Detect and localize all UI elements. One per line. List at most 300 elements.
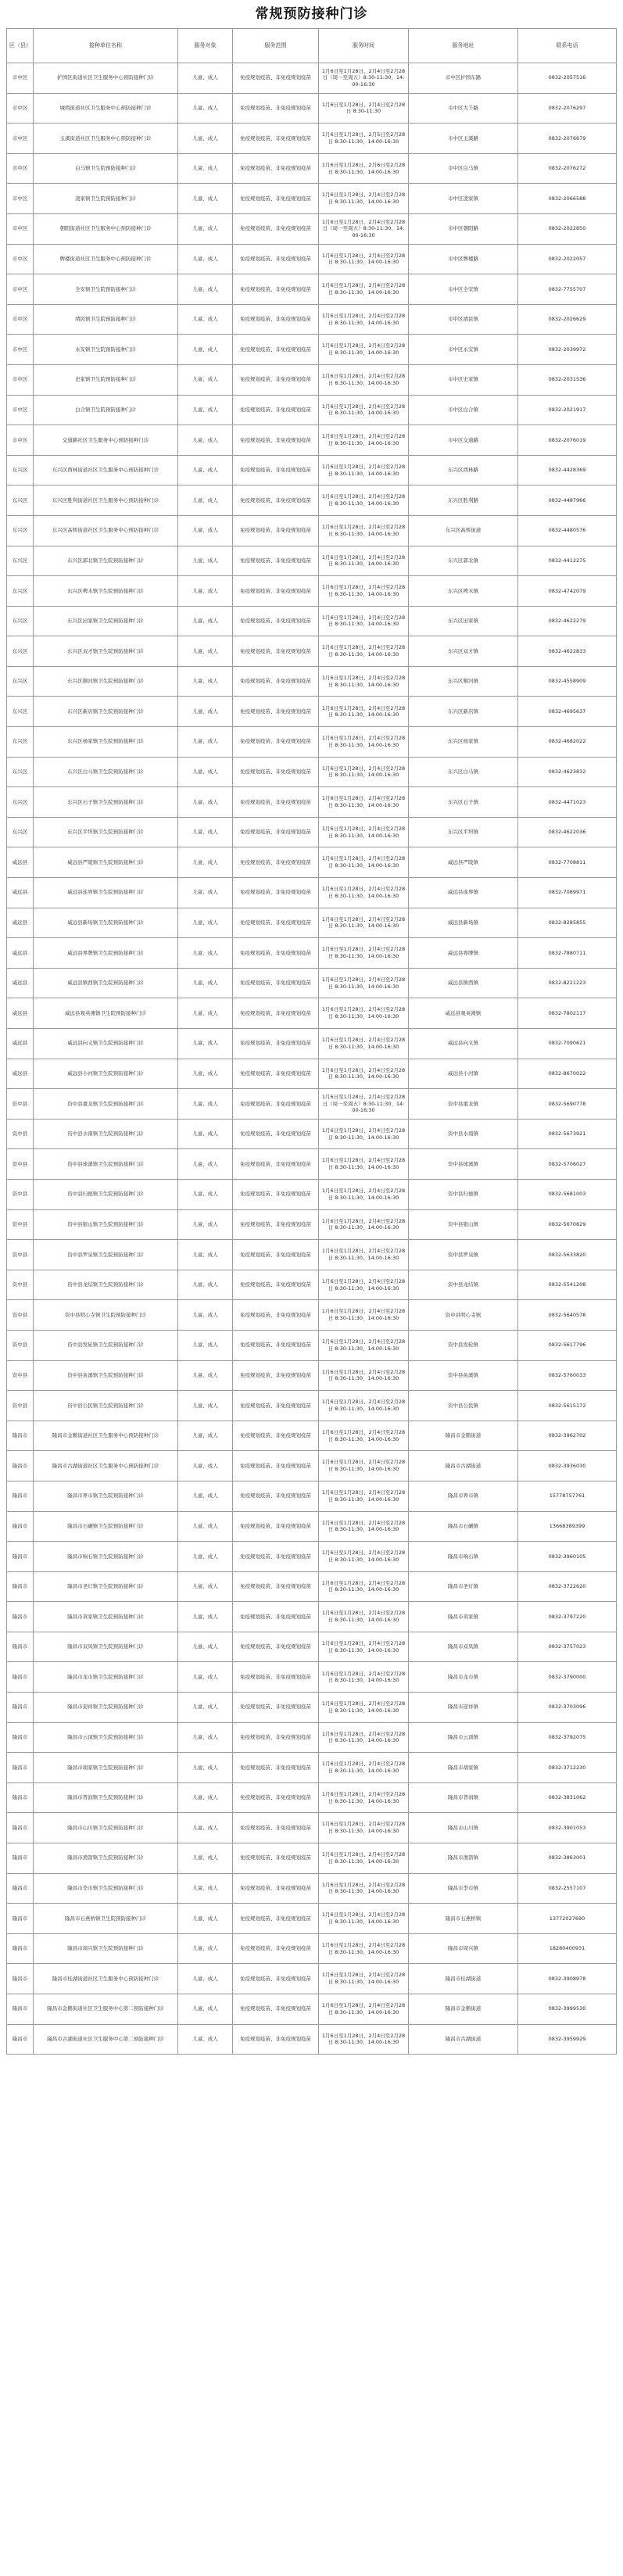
table-row (7, 1421, 617, 1451)
table-row (7, 1209, 617, 1240)
cell-object: 儿童、成人 (178, 938, 233, 969)
cell-time: 1月6日至1月28日、2月4日至2月28日 8:30-11:30，14:00-16:30 (319, 757, 409, 787)
cell-time: 1月6日至1月28日、2月4日至2月28日 8:30-11:30，14:00-16:30 (319, 485, 409, 516)
cell-items: 免疫规划疫苗、非免疫规划疫苗 (233, 364, 319, 395)
cell-unit: 史家镇卫生院预防接种门诊 (34, 364, 178, 395)
cell-district: 隆昌市 (7, 1451, 34, 1481)
cell-district: 东兴区 (7, 787, 34, 818)
cell-district: 威远县 (7, 908, 34, 938)
cell-time: 1月6日至1月28日、2月4日至2月28日 8:30-11:30，14:00-16:30 (319, 878, 409, 908)
cell-address: 资中县鱼溪镇 (409, 1360, 518, 1391)
cell-phone: 0832-7802117 (518, 998, 617, 1029)
cell-items: 免疫规划疫苗、非免疫规划疫苗 (233, 908, 319, 938)
cell-object: 儿童、成人 (178, 515, 233, 546)
cell-unit: 威远县镇西镇卫生院预防接种门诊 (34, 968, 178, 998)
cell-district: 东兴区 (7, 817, 34, 847)
cell-unit: 资中县球溪镇卫生院预防接种门诊 (34, 1149, 178, 1180)
table-row (7, 817, 617, 847)
cell-phone: 0832-2076019 (518, 425, 617, 456)
cell-object: 儿童、成人 (178, 153, 233, 184)
cell-time: 1月6日至1月28日、2月4日至2月28日 8:30-11:30，14:00-16:30 (319, 1270, 409, 1300)
cell-address: 威远县界牌镇 (409, 938, 518, 969)
cell-object: 儿童、成人 (178, 485, 233, 516)
header-unit: 接种单位名称 (34, 29, 178, 63)
cell-items: 免疫规划疫苗、非免疫规划疫苗 (233, 184, 319, 214)
cell-address: 东兴区白马镇 (409, 757, 518, 787)
table-row (7, 1119, 617, 1149)
cell-time: 1月6日至1月28日、2月4日至2月28日 8:30-11:30，14:00-16:30 (319, 1782, 409, 1813)
cell-phone: 0832-4622833 (518, 636, 617, 667)
table-row (7, 274, 617, 305)
cell-address: 市中区玉溪路 (409, 124, 518, 154)
cell-address: 资中县银山镇 (409, 1209, 518, 1240)
cell-items: 免疫规划疫苗、非免疫规划疫苗 (233, 1240, 319, 1270)
cell-items: 免疫规划疫苗、非免疫规划疫苗 (233, 1693, 319, 1723)
cell-object: 儿童、成人 (178, 1089, 233, 1120)
clinic-table (6, 28, 617, 2055)
cell-items: 免疫规划疫苗、非免疫规划疫苗 (233, 1753, 319, 1783)
cell-district: 隆昌市 (7, 1994, 34, 2025)
cell-time: 1月6日至1月28日、2月4日至2月28日 8:30-11:30，14:00-16:30 (319, 1964, 409, 1994)
cell-phone: 0832-3901053 (518, 1813, 617, 1843)
cell-address: 隆昌市界市镇 (409, 1481, 518, 1511)
cell-address: 威远县向义镇 (409, 1029, 518, 1059)
cell-unit: 城西街道社区卫生服务中心预防接种门诊 (34, 93, 178, 124)
cell-phone: 0832-3703096 (518, 1693, 617, 1723)
cell-district: 隆昌市 (7, 1693, 34, 1723)
cell-unit: 隆昌市胡家镇卫生院预防接种门诊 (34, 1753, 178, 1783)
cell-object: 儿童、成人 (178, 1511, 233, 1542)
cell-unit: 资中县龙结镇卫生院预防接种门诊 (34, 1270, 178, 1300)
cell-address: 资中县发轮镇 (409, 1330, 518, 1360)
cell-unit: 白马镇卫生院预防接种门诊 (34, 153, 178, 184)
cell-unit: 东兴区双才镇卫生院预防接种门诊 (34, 636, 178, 667)
cell-object: 儿童、成人 (178, 968, 233, 998)
table-row (7, 63, 617, 94)
cell-object: 儿童、成人 (178, 1300, 233, 1331)
cell-unit: 隆昌市云顶镇卫生院预防接种门诊 (34, 1722, 178, 1753)
cell-phone: 0832-2076297 (518, 93, 617, 124)
cell-phone: 0832-2076679 (518, 124, 617, 154)
cell-time: 1月6日至1月28日、2月4日至2月28日 8:30-11:30，14:00-16:30 (319, 244, 409, 274)
cell-object: 儿童、成人 (178, 335, 233, 365)
cell-phone: 0832-3962702 (518, 1421, 617, 1451)
table-row (7, 1511, 617, 1542)
cell-unit: 隆昌市界市镇卫生院预防接种门诊 (34, 1481, 178, 1511)
cell-time: 1月6日至1月28日、2月4日至2月28日 8:30-11:30，14:00-16:30 (319, 546, 409, 576)
cell-object: 儿童、成人 (178, 1270, 233, 1300)
cell-object: 儿童、成人 (178, 1632, 233, 1662)
cell-address: 隆昌市圣灯镇 (409, 1571, 518, 1602)
cell-unit: 东兴区白马镇卫生院预防接种门诊 (34, 757, 178, 787)
cell-address: 东兴区胜利路 (409, 485, 518, 516)
cell-time: 1月6日至1月28日、2月4日至2月28日 8:30-11:30，14:00-16:30 (319, 1602, 409, 1632)
cell-time: 1月6日至1月28日、2月4日至2月28日 8:30-11:30，14:00-16:30 (319, 1059, 409, 1089)
cell-address: 市中区永安镇 (409, 335, 518, 365)
cell-district: 东兴区 (7, 727, 34, 758)
cell-object: 儿童、成人 (178, 274, 233, 305)
cell-object: 儿童、成人 (178, 1542, 233, 1572)
cell-phone: 0832-3863001 (518, 1843, 617, 1874)
cell-address: 市中区史家镇 (409, 364, 518, 395)
cell-phone: 0832-3999530 (518, 1994, 617, 2025)
cell-phone: 0832-7880711 (518, 938, 617, 969)
cell-address: 市中区大千路 (409, 93, 518, 124)
cell-address: 东兴区顺河镇 (409, 666, 518, 697)
cell-time: 1月6日至1月28日、2月4日至2月28日 8:30-11:30，14:00-16:30 (319, 304, 409, 335)
cell-items: 免疫规划疫苗、非免疫规划疫苗 (233, 425, 319, 456)
cell-phone: 0832-4558909 (518, 666, 617, 697)
cell-items: 免疫规划疫苗、非免疫规划疫苗 (233, 1933, 319, 1964)
cell-time: 1月6日至1月28日、2月4日至2月28日（周一至周五）8:30-11:30，14:00-16:30 (319, 213, 409, 244)
cell-phone: 0832-2022057 (518, 244, 617, 274)
table-row (7, 1933, 617, 1964)
cell-items: 免疫规划疫苗、非免疫规划疫苗 (233, 757, 319, 787)
cell-object: 儿童、成人 (178, 1722, 233, 1753)
cell-unit: 凌家镇卫生院预防接种门诊 (34, 184, 178, 214)
cell-district: 威远县 (7, 968, 34, 998)
cell-time: 1月6日至1月28日、2月4日至2月28日 8:30-11:30，14:00-16:30 (319, 576, 409, 607)
cell-time: 1月6日至1月28日、2月4日至2月28日 8:30-11:30，14:00-16:30 (319, 455, 409, 485)
cell-unit: 白合镇卫生院预防接种门诊 (34, 395, 178, 425)
cell-phone: 0832-2039972 (518, 335, 617, 365)
cell-unit: 东兴区胜利街道社区卫生服务中心预防接种门诊 (34, 485, 178, 516)
cell-items: 免疫规划疫苗、非免疫规划疫苗 (233, 1119, 319, 1149)
table-row (7, 425, 617, 456)
cell-object: 儿童、成人 (178, 1602, 233, 1632)
cell-address: 东兴区田家镇 (409, 606, 518, 636)
cell-address: 市中区凌家镇 (409, 184, 518, 214)
table-row (7, 1632, 617, 1662)
cell-district: 资中县 (7, 1119, 34, 1149)
cell-address: 东兴区双才镇 (409, 636, 518, 667)
table-row (7, 93, 617, 124)
cell-object: 儿童、成人 (178, 304, 233, 335)
table-row (7, 335, 617, 365)
table-row (7, 1813, 617, 1843)
cell-items: 免疫规划疫苗、非免疫规划疫苗 (233, 153, 319, 184)
cell-time: 1月6日至1月28日、2月4日至2月28日 8:30-11:30，14:00-16:30 (319, 1662, 409, 1693)
cell-district: 东兴区 (7, 697, 34, 727)
cell-time: 1月6日至1月28日、2月4日至2月28日 8:30-11:30，14:00-16:30 (319, 1542, 409, 1572)
table-row (7, 1602, 617, 1632)
cell-items: 免疫规划疫苗、非免疫规划疫苗 (233, 274, 319, 305)
cell-address: 资中县罗泉镇 (409, 1240, 518, 1270)
cell-unit: 护国区街道社区卫生服务中心预防接种门诊 (34, 63, 178, 94)
cell-phone: 18280400931 (518, 1933, 617, 1964)
table-row (7, 1964, 617, 1994)
header-object: 服务对象 (178, 29, 233, 63)
cell-address: 隆昌市山川镇 (409, 1813, 518, 1843)
cell-phone: 0832-4695637 (518, 697, 617, 727)
cell-phone: 0832-8221223 (518, 968, 617, 998)
cell-district: 隆昌市 (7, 1632, 34, 1662)
cell-address: 东兴区郭北镇 (409, 546, 518, 576)
cell-phone: 0832-5690778 (518, 1089, 617, 1120)
table-row (7, 787, 617, 818)
cell-address: 市中区牌楼路 (409, 244, 518, 274)
cell-object: 儿童、成人 (178, 847, 233, 878)
cell-items: 免疫规划疫苗、非免疫规划疫苗 (233, 1029, 319, 1059)
cell-district: 隆昌市 (7, 1964, 34, 1994)
cell-unit: 东兴区新店镇卫生院预防接种门诊 (34, 697, 178, 727)
table-row (7, 727, 617, 758)
cell-unit: 隆昌市周兴镇卫生院预防接种门诊 (34, 1933, 178, 1964)
cell-object: 儿童、成人 (178, 1119, 233, 1149)
cell-object: 儿童、成人 (178, 1843, 233, 1874)
table-row (7, 666, 617, 697)
cell-items: 免疫规划疫苗、非免疫规划疫苗 (233, 1300, 319, 1331)
cell-time: 1月6日至1月28日、2月4日至2月28日 8:30-11:30，14:00-16:30 (319, 2024, 409, 2055)
cell-phone: 0832-5706027 (518, 1149, 617, 1180)
cell-items: 免疫规划疫苗、非免疫规划疫苗 (233, 546, 319, 576)
cell-items: 免疫规划疫苗、非免疫规划疫苗 (233, 1330, 319, 1360)
cell-district: 隆昌市 (7, 1542, 34, 1572)
cell-time: 1月6日至1月28日、2月4日至2月28日 8:30-11:30，14:00-16:30 (319, 1632, 409, 1662)
cell-time: 1月6日至1月28日、2月4日至2月28日 8:30-11:30，14:00-16:30 (319, 1571, 409, 1602)
cell-unit: 威远县观英滩镇卫生院预防接种门诊 (34, 998, 178, 1029)
cell-phone: 0832-2066588 (518, 184, 617, 214)
cell-phone: 0832-2031536 (518, 364, 617, 395)
cell-district: 东兴区 (7, 757, 34, 787)
cell-unit: 资中县归德镇卫生院预防接种门诊 (34, 1179, 178, 1209)
cell-object: 儿童、成人 (178, 1933, 233, 1964)
cell-phone: 0832-7755707 (518, 274, 617, 305)
cell-items: 免疫规划疫苗、非免疫规划疫苗 (233, 1179, 319, 1209)
cell-unit: 隆昌市渔箭镇卫生院预防接种门诊 (34, 1843, 178, 1874)
cell-items: 免疫规划疫苗、非免疫规划疫苗 (233, 124, 319, 154)
cell-object: 儿童、成人 (178, 576, 233, 607)
cell-phone: 0832-5640578 (518, 1300, 617, 1331)
cell-object: 儿童、成人 (178, 757, 233, 787)
cell-address: 资中县归德镇 (409, 1179, 518, 1209)
cell-phone: 0832-4471023 (518, 787, 617, 818)
cell-object: 儿童、成人 (178, 546, 233, 576)
cell-items: 免疫规划疫苗、非免疫规划疫苗 (233, 63, 319, 94)
cell-time: 1月6日至1月28日、2月4日至2月28日 8:30-11:30，14:00-16:30 (319, 1179, 409, 1209)
table-row (7, 968, 617, 998)
cell-object: 儿童、成人 (178, 1904, 233, 1934)
cell-items: 免疫规划疫苗、非免疫规划疫苗 (233, 787, 319, 818)
cell-object: 儿童、成人 (178, 817, 233, 847)
cell-time: 1月6日至1月28日、2月4日至2月28日 8:30-11:30，14:00-16:30 (319, 1421, 409, 1451)
cell-time: 1月6日至1月28日、2月5日至2月28日 8:30-11:30，14:00-16:30 (319, 124, 409, 154)
cell-unit: 威远县新场镇卫生院预防接种门诊 (34, 908, 178, 938)
cell-items: 免疫规划疫苗、非免疫规划疫苗 (233, 395, 319, 425)
cell-unit: 资中县发轮镇卫生院预防接种门诊 (34, 1330, 178, 1360)
cell-district: 市中区 (7, 335, 34, 365)
cell-phone: 0832-2057516 (518, 63, 617, 94)
cell-district: 市中区 (7, 364, 34, 395)
table-row (7, 938, 617, 969)
cell-unit: 隆昌市迎祥镇卫生院预防接种门诊 (34, 1693, 178, 1723)
cell-object: 儿童、成人 (178, 1693, 233, 1723)
cell-object: 儿童、成人 (178, 425, 233, 456)
table-row (7, 244, 617, 274)
cell-phone: 0832-2021917 (518, 395, 617, 425)
header-phone: 联系电话 (518, 29, 617, 63)
cell-phone: 0832-2557107 (518, 1873, 617, 1904)
cell-district: 市中区 (7, 153, 34, 184)
cell-address: 威远县连界镇 (409, 878, 518, 908)
cell-unit: 牌楼街道社区卫生服务中心预防接种门诊 (34, 244, 178, 274)
cell-object: 儿童、成人 (178, 2024, 233, 2055)
cell-items: 免疫规划疫苗、非免疫规划疫苗 (233, 93, 319, 124)
cell-phone: 0832-5760033 (518, 1360, 617, 1391)
cell-address: 隆昌市迎祥镇 (409, 1693, 518, 1723)
cell-address: 市中区全安镇 (409, 274, 518, 305)
cell-phone: 0832-4428369 (518, 455, 617, 485)
cell-address: 隆昌市胡家镇 (409, 1753, 518, 1783)
cell-phone: 0832-4742079 (518, 576, 617, 607)
cell-phone: 0832-4622036 (518, 817, 617, 847)
cell-district: 东兴区 (7, 546, 34, 576)
cell-object: 儿童、成人 (178, 1240, 233, 1270)
cell-unit: 隆昌市古湖街道社区卫生服务中心第二预防接种门诊 (34, 2024, 178, 2055)
table-row (7, 697, 617, 727)
cell-items: 免疫规划疫苗、非免疫规划疫苗 (233, 335, 319, 365)
cell-phone: 0832-2026629 (518, 304, 617, 335)
cell-time: 1月6日至1月28日、2月4日至2月28日 8:30-11:30，14:00-16:30 (319, 395, 409, 425)
cell-object: 儿童、成人 (178, 1209, 233, 1240)
cell-items: 免疫规划疫苗、非免疫规划疫苗 (233, 515, 319, 546)
cell-time: 1月6日至1月28日、2月4日至2月28日 8:30-11:30，14:00-16:30 (319, 1722, 409, 1753)
cell-phone: 0832-4480576 (518, 515, 617, 546)
cell-district: 资中县 (7, 1149, 34, 1180)
table-row (7, 364, 617, 395)
cell-time: 1月6日至1月28日、2月4日至2月28日 8:30-11:30，14:00-16:30 (319, 274, 409, 305)
cell-object: 儿童、成人 (178, 1873, 233, 1904)
cell-items: 免疫规划疫苗、非免疫规划疫苗 (233, 213, 319, 244)
cell-time: 1月6日至1月28日、2月4日至2月28日 8:30-11:30，14:00-16:30 (319, 1451, 409, 1481)
page-title: 常规预防接种门诊 (255, 6, 368, 22)
cell-phone: 0832-3790000 (518, 1662, 617, 1693)
cell-object: 儿童、成人 (178, 666, 233, 697)
table-row (7, 546, 617, 576)
cell-time: 1月6日至1月28日、2月4日至2月28日 8:30-11:30，14:00-16:30 (319, 1240, 409, 1270)
cell-unit: 隆昌市桂湖街道社区卫生服务中心预防接种门诊 (34, 1964, 178, 1994)
cell-address: 隆昌市普润镇 (409, 1782, 518, 1813)
cell-object: 儿童、成人 (178, 93, 233, 124)
cell-items: 免疫规划疫苗、非免疫规划疫苗 (233, 244, 319, 274)
cell-unit: 资中县罗泉镇卫生院预防接种门诊 (34, 1240, 178, 1270)
table-row (7, 1873, 617, 1904)
cell-items: 免疫规划疫苗、非免疫规划疫苗 (233, 1149, 319, 1180)
table-row (7, 304, 617, 335)
cell-phone: 0832-3831062 (518, 1782, 617, 1813)
cell-time: 1月6日至1月28日、2月4日至2月28日 8:30-11:30，14:00-16:30 (319, 998, 409, 1029)
table-row (7, 1029, 617, 1059)
cell-time: 1月6日至1月28日、2月4日至2月28日 8:30-11:30，14:00-16:30 (319, 938, 409, 969)
cell-time: 1月6日至1月28日、2月4日至2月28日 8:30-11:30，14:00-16:30 (319, 335, 409, 365)
cell-items: 免疫规划疫苗、非免疫规划疫苗 (233, 576, 319, 607)
table-row (7, 1360, 617, 1391)
cell-address: 隆昌市周兴镇 (409, 1933, 518, 1964)
cell-items: 免疫规划疫苗、非免疫规划疫苗 (233, 1994, 319, 2025)
cell-district: 东兴区 (7, 576, 34, 607)
cell-address: 市中区靖民镇 (409, 304, 518, 335)
cell-object: 儿童、成人 (178, 727, 233, 758)
cell-object: 儿童、成人 (178, 1994, 233, 2025)
table-row (7, 1089, 617, 1120)
cell-phone: 0832-3959929 (518, 2024, 617, 2055)
table-row (7, 847, 617, 878)
cell-unit: 交通路社区卫生服务中心预防接种门诊 (34, 425, 178, 456)
cell-unit: 隆昌市石燕桥镇卫生院预防接种门诊 (34, 1904, 178, 1934)
cell-unit: 东兴区平坦镇卫生院预防接种门诊 (34, 817, 178, 847)
cell-district: 隆昌市 (7, 1421, 34, 1451)
cell-items: 免疫规划疫苗、非免疫规划疫苗 (233, 1904, 319, 1934)
cell-unit: 隆昌市圣灯镇卫生院预防接种门诊 (34, 1571, 178, 1602)
cell-object: 儿童、成人 (178, 63, 233, 94)
cell-unit: 威远县小河镇卫生院预防接种门诊 (34, 1059, 178, 1089)
cell-items: 免疫规划疫苗、非免疫规划疫苗 (233, 636, 319, 667)
cell-district: 威远县 (7, 1059, 34, 1089)
cell-district: 隆昌市 (7, 1662, 34, 1693)
cell-object: 儿童、成人 (178, 1451, 233, 1481)
cell-time: 1月6日至1月28日、2月4日至2月28日 8:30-11:30，14:00-16:30 (319, 1119, 409, 1149)
cell-unit: 隆昌市普润镇卫生院预防接种门诊 (34, 1782, 178, 1813)
cell-object: 儿童、成人 (178, 1964, 233, 1994)
table-row (7, 1059, 617, 1089)
cell-unit: 东兴区椑木镇卫生院预防接种门诊 (34, 576, 178, 607)
cell-address: 资中县龙结镇 (409, 1270, 518, 1300)
table-row (7, 908, 617, 938)
cell-items: 免疫规划疫苗、非免疫规划疫苗 (233, 1662, 319, 1693)
cell-time: 1月6日至1月28日、2月4日至2月28日 8:30-11:30，14:00-16:30 (319, 727, 409, 758)
cell-unit: 朝阳街道社区卫生服务中心预防接种门诊 (34, 213, 178, 244)
cell-address: 资中县球溪镇 (409, 1149, 518, 1180)
cell-phone: 13772027690 (518, 1904, 617, 1934)
table-row (7, 1149, 617, 1180)
cell-object: 儿童、成人 (178, 184, 233, 214)
cell-items: 免疫规划疫苗、非免疫规划疫苗 (233, 485, 319, 516)
cell-district: 市中区 (7, 244, 34, 274)
cell-time: 1月6日至1月28日、2月4日至2月28日 8:30-11:30，14:00-16:30 (319, 1813, 409, 1843)
cell-address: 资中县重龙镇 (409, 1089, 518, 1120)
table-row (7, 1179, 617, 1209)
cell-district: 隆昌市 (7, 1722, 34, 1753)
cell-unit: 资中县银山镇卫生院预防接种门诊 (34, 1209, 178, 1240)
cell-unit: 隆昌市金鹅街道社区卫生服务中心预防接种门诊 (34, 1421, 178, 1451)
cell-phone: 0832-5681003 (518, 1179, 617, 1209)
cell-items: 免疫规划疫苗、非免疫规划疫苗 (233, 606, 319, 636)
cell-district: 资中县 (7, 1179, 34, 1209)
cell-items: 免疫规划疫苗、非免疫规划疫苗 (233, 1632, 319, 1662)
cell-district: 东兴区 (7, 485, 34, 516)
cell-items: 免疫规划疫苗、非免疫规划疫苗 (233, 1843, 319, 1874)
cell-phone: 0832-4487966 (518, 485, 617, 516)
cell-district: 市中区 (7, 93, 34, 124)
cell-unit: 威远县界牌镇卫生院预防接种门诊 (34, 938, 178, 969)
cell-items: 免疫规划疫苗、非免疫规划疫苗 (233, 1481, 319, 1511)
cell-items: 免疫规划疫苗、非免疫规划疫苗 (233, 1964, 319, 1994)
cell-object: 儿童、成人 (178, 697, 233, 727)
cell-district: 市中区 (7, 395, 34, 425)
header-address: 服务地址 (409, 29, 518, 63)
cell-time: 1月6日至1月28日、2月4日至2月28日 8:30-11:30，14:00-16:30 (319, 636, 409, 667)
table-row (7, 1451, 617, 1481)
cell-items: 免疫规划疫苗、非免疫规划疫苗 (233, 1209, 319, 1240)
cell-time: 1月6日至1月28日、2月4日至2月28日 8:30-11:30 (319, 93, 409, 124)
cell-address: 资中县公民镇 (409, 1391, 518, 1421)
table-header-row (7, 29, 617, 63)
cell-unit: 资中县明心寺镇卫生院预防接种门诊 (34, 1300, 178, 1331)
cell-object: 儿童、成人 (178, 124, 233, 154)
cell-unit: 隆昌市黄家镇卫生院预防接种门诊 (34, 1602, 178, 1632)
cell-time: 1月6日至1月28日、2月4日至2月28日 8:30-11:30，14:00-16:30 (319, 1149, 409, 1180)
cell-unit: 东兴区西林街道社区卫生服务中心预防接种门诊 (34, 455, 178, 485)
